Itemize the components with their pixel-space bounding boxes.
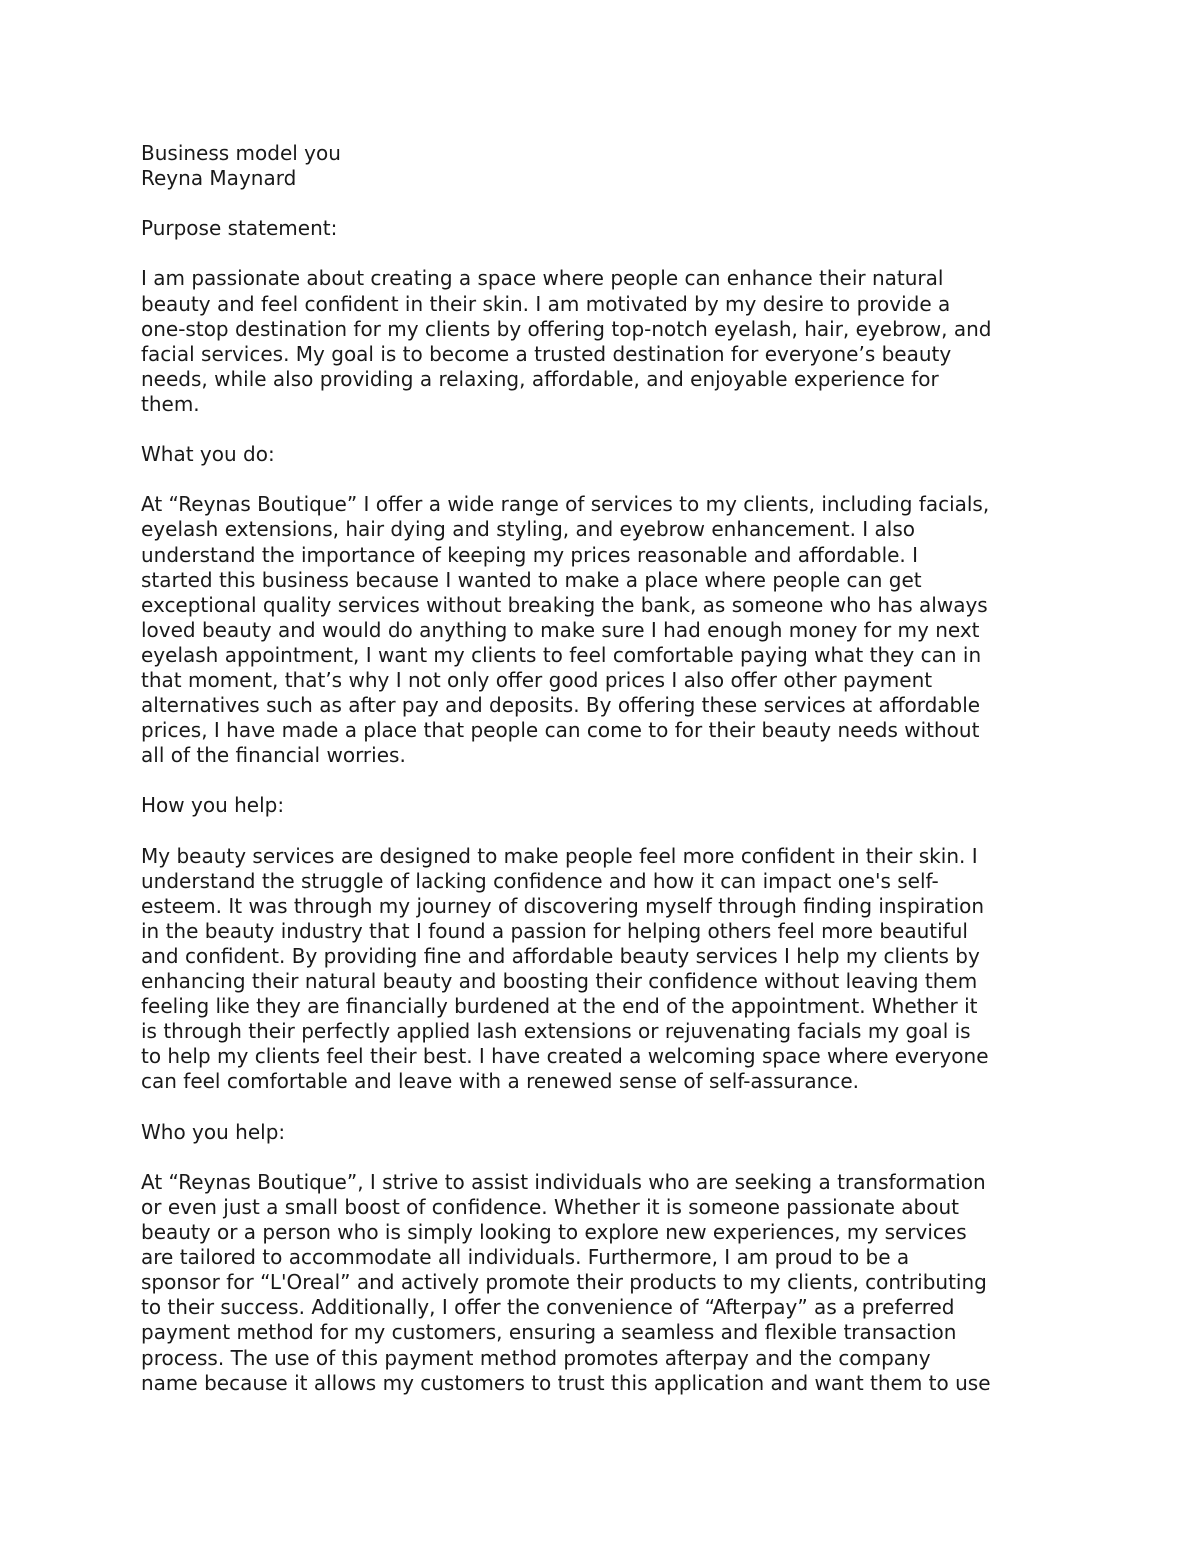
paragraph-line: beauty and feel confident in their skin. I am motivated by my desire to provide a — [141, 291, 951, 316]
paragraph-line: or even just a small boost of confidence. Whether it is someone passionate about — [141, 1194, 959, 1219]
paragraph-line: them. — [141, 391, 200, 416]
paragraph-line: process. The use of this payment method promotes afterpay and the company — [141, 1345, 931, 1370]
paragraph-line: At “Reynas Boutique”, I strive to assist individuals who are seeking a transformation — [141, 1169, 986, 1194]
spacer — [141, 191, 1066, 216]
spacer — [141, 819, 1066, 844]
paragraph-line: is through their perfectly applied lash extensions or rejuvenating facials my goal is — [141, 1019, 971, 1044]
spacer — [141, 1095, 1066, 1120]
paragraph-line: to help my clients feel their best. I have created a welcoming space where everyone — [141, 1044, 989, 1069]
paragraph-line: eyelash extensions, hair dying and styling, and eyebrow enhancement. I also — [141, 517, 916, 542]
document-sections — [141, 216, 1066, 1395]
paragraph-line: can feel comfortable and leave with a renewed sense of self-assurance. — [141, 1069, 860, 1094]
paragraph-line: facial services. My goal is to become a trusted destination for everyone’s beauty — [141, 341, 952, 366]
spacer — [141, 417, 1066, 442]
document-title: Business model you — [141, 141, 341, 165]
paragraph-line: enhancing their natural beauty and boosting their confidence without leaving them — [141, 969, 978, 994]
paragraph-line: I am passionate about creating a space where people can enhance their natural — [141, 266, 944, 291]
paragraph-line: started this business because I wanted to make a place where people can get — [141, 567, 922, 592]
paragraph-line: understand the importance of keeping my prices reasonable and affordable. I — [141, 542, 919, 567]
paragraph-line: are tailored to accommodate all individuals. Furthermore, I am proud to be a — [141, 1245, 910, 1270]
paragraph-line: sponsor for “L'Oreal” and actively promote their products to my clients, contributing — [141, 1270, 987, 1295]
paragraph-line: eyelash appointment, I want my clients to feel comfortable paying what they can in — [141, 642, 982, 667]
paragraph-line: in the beauty industry that I found a passion for helping others feel more beautiful — [141, 918, 968, 943]
paragraph-line: one-stop destination for my clients by offering top-notch eyelash, hair, eyebrow, and — [141, 316, 992, 341]
spacer — [141, 768, 1066, 793]
paragraph-line: needs, while also providing a relaxing, affordable, and enjoyable experience for — [141, 366, 939, 391]
section-paragraph — [141, 492, 1066, 768]
paragraph-line: name because it allows my customers to trust this application and want them to use — [141, 1370, 991, 1395]
paragraph-line: all of the financial worries. — [141, 743, 406, 768]
paragraph-line: At “Reynas Boutique” I offer a wide range of services to my clients, including facials, — [141, 492, 990, 517]
paragraph-line: loved beauty and would do anything to make sure I had enough money for my next — [141, 617, 980, 642]
paragraph-line: feeling like they are financially burdened at the end of the appointment. Whether it — [141, 994, 978, 1019]
section-paragraph — [141, 266, 1066, 417]
paragraph-line: that moment, that’s why I not only offer good prices I also offer other payment — [141, 667, 933, 692]
paragraph-line: and confident. By providing fine and affordable beauty services I help my clients by — [141, 944, 980, 968]
section-heading: How you help: — [141, 793, 285, 818]
spacer — [141, 241, 1066, 266]
document-body — [141, 141, 1066, 1396]
paragraph-line: prices, I have made a place that people can come to for their beauty needs without — [141, 718, 980, 743]
section-heading: Purpose statement: — [141, 216, 338, 241]
paragraph-line: My beauty services are designed to make people feel more confident in their skin. I — [141, 843, 978, 868]
paragraph-line: exceptional quality services without breaking the bank, as someone who has always — [141, 592, 988, 617]
document-author: Reyna Maynard — [141, 166, 297, 191]
paragraph-line: esteem. It was through my journey of discovering myself through finding inspiration — [141, 893, 985, 918]
paragraph-line: understand the struggle of lacking confidence and how it can impact one's self- — [141, 868, 939, 893]
section-paragraph — [141, 844, 1066, 1095]
section-paragraph — [141, 1170, 1066, 1396]
paragraph-line: to their success. Additionally, I offer the convenience of “Afterpay” as a preferred — [141, 1295, 955, 1320]
paragraph-line: beauty or a person who is simply looking to explore new experiences, my services — [141, 1220, 967, 1245]
spacer — [141, 467, 1066, 492]
section-heading: What you do: — [141, 442, 275, 467]
spacer — [141, 1145, 1066, 1170]
paragraph-line: alternatives such as after pay and deposits. By offering these services at affordable — [141, 693, 981, 718]
section-heading: Who you help: — [141, 1119, 286, 1144]
paragraph-line: payment method for my customers, ensuring a seamless and flexible transaction — [141, 1320, 957, 1345]
